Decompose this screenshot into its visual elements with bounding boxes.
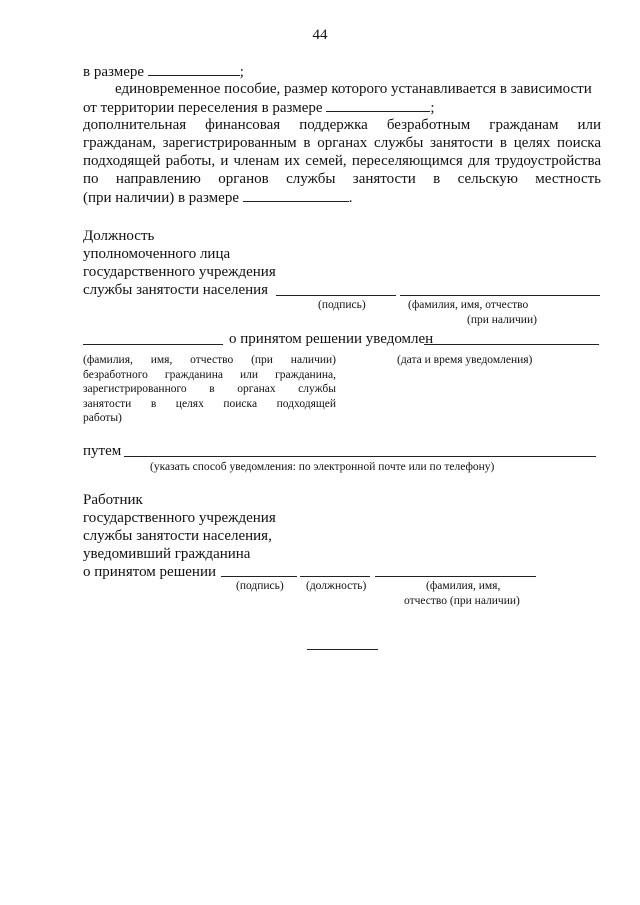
benefit-line-2: единовременное пособие, размер которого устанавливается в зависимости bbox=[115, 81, 592, 97]
benefit-line-1-prefix: в размере bbox=[83, 64, 145, 80]
official-caption-name-2: (при наличии) bbox=[467, 314, 537, 326]
benefit-line-6: подходящей работы, и членам их семей, переселяющимся для трудоустройства bbox=[83, 153, 601, 169]
official-name-line[interactable] bbox=[400, 295, 600, 296]
official-line-4: службы занятости населения bbox=[83, 282, 269, 298]
worker-line-3: службы занятости населения, bbox=[83, 528, 272, 544]
citizen-name-line[interactable] bbox=[83, 344, 223, 345]
worker-caption-signature: (подпись) bbox=[236, 580, 284, 592]
citizen-caption-line-5: работы) bbox=[83, 412, 122, 424]
worker-caption-position: (должность) bbox=[306, 580, 367, 592]
method-caption: (указать способ уведомления: по электронной почте или по телефону) bbox=[150, 461, 495, 473]
official-caption-signature: (подпись) bbox=[318, 299, 366, 311]
amount-blank-2[interactable] bbox=[326, 98, 430, 112]
method-line[interactable] bbox=[124, 456, 596, 457]
notification-text: о принятом решении уведомлен bbox=[229, 331, 434, 347]
benefit-line-8 bbox=[83, 188, 352, 207]
worker-position-line[interactable] bbox=[300, 576, 370, 577]
benefit-line-1-suffix: ; bbox=[239, 64, 244, 80]
citizen-caption-line-3: зарегистрированного в органах службы bbox=[83, 383, 336, 395]
worker-signature-line[interactable] bbox=[221, 576, 297, 577]
official-line-3: государственного учреждения bbox=[83, 264, 276, 280]
citizen-caption-line-1: (фамилия, имя, отчество (при наличии) bbox=[83, 354, 336, 366]
notification-date-caption: (дата и время уведомления) bbox=[397, 354, 533, 366]
notification-date-line[interactable] bbox=[424, 344, 599, 345]
amount-blank-1[interactable] bbox=[148, 62, 240, 76]
benefit-line-3-suffix: ; bbox=[430, 100, 435, 116]
method-label: путем bbox=[83, 443, 122, 459]
official-line-2: уполномоченного лица bbox=[83, 246, 231, 262]
worker-name-line[interactable] bbox=[375, 576, 536, 577]
worker-caption-name-2: отчество (при наличии) bbox=[404, 595, 520, 607]
page-number: 44 bbox=[312, 27, 328, 43]
end-divider bbox=[307, 649, 378, 650]
benefit-line-4: дополнительная финансовая поддержка безработным гражданам или bbox=[83, 117, 601, 133]
worker-line-1: Работник bbox=[83, 492, 143, 508]
official-signature-line[interactable] bbox=[276, 295, 396, 296]
worker-caption-name-1: (фамилия, имя, bbox=[426, 580, 501, 592]
worker-line-2: государственного учреждения bbox=[83, 510, 276, 526]
benefit-line-7: по направлению органов службы занятости в сельскую местность bbox=[83, 171, 601, 187]
official-caption-name: (фамилия, имя, отчество bbox=[408, 299, 529, 311]
official-line-1: Должность bbox=[83, 228, 155, 244]
benefit-line-8-suffix: . bbox=[348, 190, 353, 206]
benefit-line-3 bbox=[83, 98, 435, 117]
benefit-line-5: гражданам, зарегистрированным в органах службы занятости в целях поиска bbox=[83, 135, 601, 151]
worker-line-5: о принятом решении bbox=[83, 564, 216, 580]
worker-line-4: уведомивший гражданина bbox=[83, 546, 251, 562]
citizen-caption-line-2: безработного гражданина или гражданина, bbox=[83, 368, 336, 381]
benefit-line-3-prefix: от территории переселения в размере bbox=[83, 100, 323, 116]
amount-blank-3[interactable] bbox=[243, 188, 349, 202]
benefit-line-8-prefix: (при наличии) в размере bbox=[83, 190, 239, 206]
citizen-caption-line-4: занятости в целях поиска подходящей bbox=[83, 397, 336, 410]
benefit-line-1 bbox=[83, 62, 244, 81]
